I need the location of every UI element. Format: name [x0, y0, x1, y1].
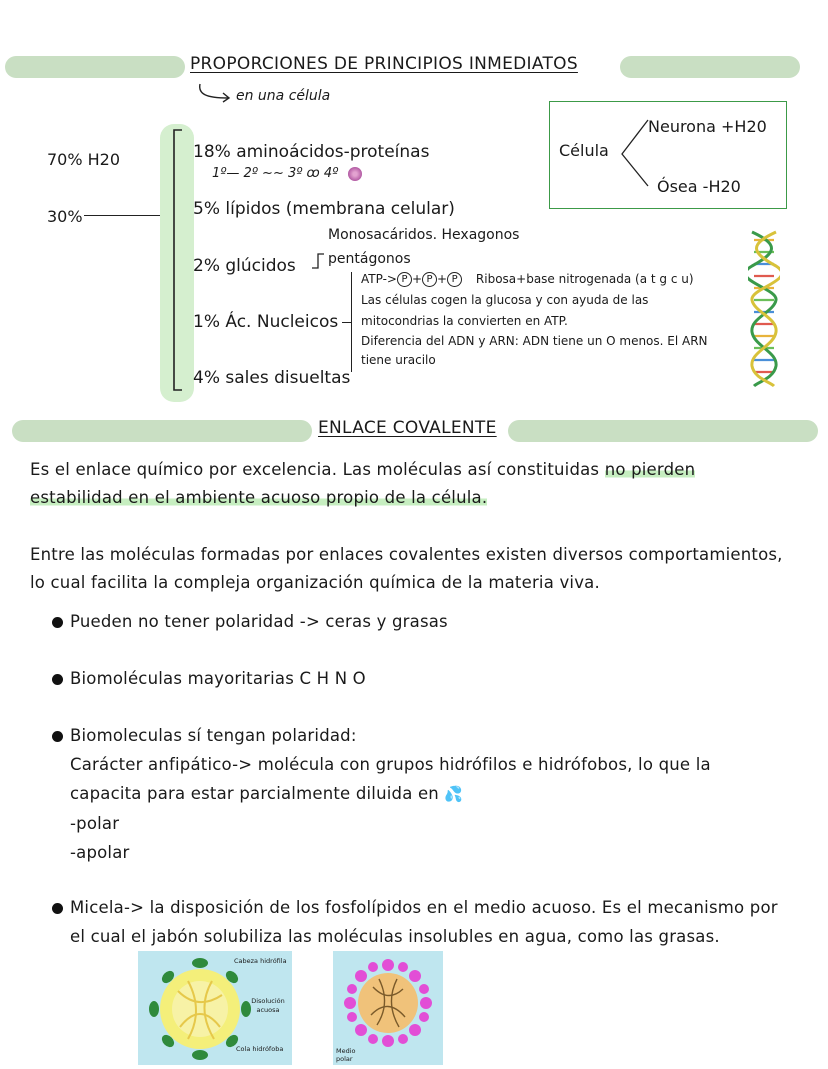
bullet-3-title: Biomoleculas sí tengan polaridad:: [70, 726, 357, 745]
plus-1: +: [411, 272, 423, 286]
section-title-proportions: PROPORCIONES DE PRINCIPIOS INMEDIATOS: [190, 54, 578, 74]
nucleic-note-3: mitocondrias la convierten en ATP.: [361, 314, 568, 328]
item-proteins: 18% aminoácidos-proteínas: [193, 142, 430, 162]
bullet-3-apolar: -apolar: [70, 843, 130, 862]
curved-arrow-icon: [196, 82, 236, 106]
label-hydrophobic-tail: Cola hidrófoba: [236, 1045, 284, 1053]
bullet-4-line-2: el cual el jabón solubiliza las moléculas insolubles en agua, como las grasas.: [70, 927, 720, 946]
bullet-3-polar: -polar: [70, 814, 120, 833]
ribose-text: Ribosa+base nitrogenada (a t g c u): [475, 272, 694, 286]
nucleic-bracket: [351, 272, 352, 372]
glucids-note-2: pentágonos: [328, 251, 411, 267]
section-subtitle: en una célula: [236, 88, 331, 104]
phosphate-2: P: [422, 272, 437, 287]
section-title-covalent: ENLACE COVALENTE: [318, 418, 497, 438]
atp-line: [361, 272, 694, 287]
protein-blob-icon: [348, 167, 362, 181]
header-bar-left-2: [12, 420, 312, 442]
item-lipids: 5% lípidos (membrana celular): [193, 199, 455, 219]
micelle-figure-1: [138, 951, 292, 1065]
glucids-note-1: Monosacáridos. Hexagonos: [328, 227, 520, 243]
paragraph-2: [30, 541, 783, 597]
para1-highlight-1: no pierden: [604, 460, 696, 479]
item-glucids: 2% glúcidos: [193, 256, 296, 276]
label-aqueous-solution: Disolución acuosa: [251, 997, 285, 1014]
dna-helix-icon: [748, 228, 780, 390]
cell-box: [549, 101, 787, 209]
bullet-3-line-1: Carácter anfipático-> molécula con grupos hidrófilos e hidrófobos, lo que la: [70, 755, 711, 774]
paragraph-1: [30, 456, 695, 512]
bullet-3-line-2: capacita para estar parcialmente diluida en: [70, 784, 439, 803]
para1-highlight-2: estabilidad en el ambiente acuoso propio de la célula.: [30, 488, 488, 507]
nucleic-note-2: Las células cogen la glucosa y con ayuda de las: [361, 293, 649, 307]
header-bar-right: [620, 56, 800, 78]
label-hydrophilic-head: Cabeza hidrófila: [234, 957, 287, 965]
header-bar-right-2: [508, 420, 818, 442]
water-percentage: 70% H20: [47, 150, 121, 169]
item-salts: 4% sales disueltas: [193, 368, 351, 388]
micelle-figure-2: [333, 951, 443, 1065]
header-bar-left: [5, 56, 185, 78]
cell-neuron: Neurona +H20: [648, 117, 767, 136]
para2-line-1: Entre las moléculas formadas por enlaces covalentes existen diversos comportamientos,: [30, 545, 783, 564]
bullet-dot-4: [52, 903, 63, 914]
cell-bone: Ósea -H20: [657, 177, 741, 196]
nucleic-note-4: Diferencia del ADN y ARN: ADN tiene un O menos. El ARN: [361, 334, 708, 348]
bullet-dot-1: [52, 617, 63, 628]
water-drops-icon: 💦: [444, 785, 464, 803]
nucleic-note-5: tiene uracilo: [361, 353, 436, 367]
plus-2: +: [437, 272, 448, 286]
atp-label: ATP->: [361, 272, 397, 286]
phosphate-3: P: [447, 272, 462, 287]
bullet-1: Pueden no tener polaridad -> ceras y grasas: [70, 612, 448, 631]
bullet-4-line-1: Micela-> la disposición de los fosfolípidos en el medio acuoso. Es el mecanismo por: [70, 898, 778, 917]
structure-levels-text: 1º— 2º ~~ 3º ꝏ 4º: [212, 166, 339, 181]
bullet-3: [70, 721, 711, 867]
item-nucleic-acids: 1% Ác. Nucleicos: [193, 312, 339, 332]
phosphate-1: P: [397, 272, 412, 287]
bullet-dot-3: [52, 731, 63, 742]
label-polar-medium: Medio polar: [336, 1047, 356, 1063]
para2-line-2: lo cual facilita la compleja organización química de la materia viva.: [30, 573, 600, 592]
bullet-dot-2: [52, 674, 63, 685]
cell-label: Célula: [559, 141, 609, 160]
glucids-connector: [310, 250, 326, 272]
para1-text: Es el enlace químico por excelencia. Las moléculas así constituidas: [30, 460, 600, 479]
bullet-2: Biomoléculas mayoritarias C H N O: [70, 669, 366, 688]
other-percentage: 30%: [47, 207, 83, 226]
protein-structure-levels: [212, 166, 362, 181]
big-bracket: [164, 128, 190, 392]
cell-branch: [618, 116, 652, 190]
bullet-4: [70, 893, 778, 951]
